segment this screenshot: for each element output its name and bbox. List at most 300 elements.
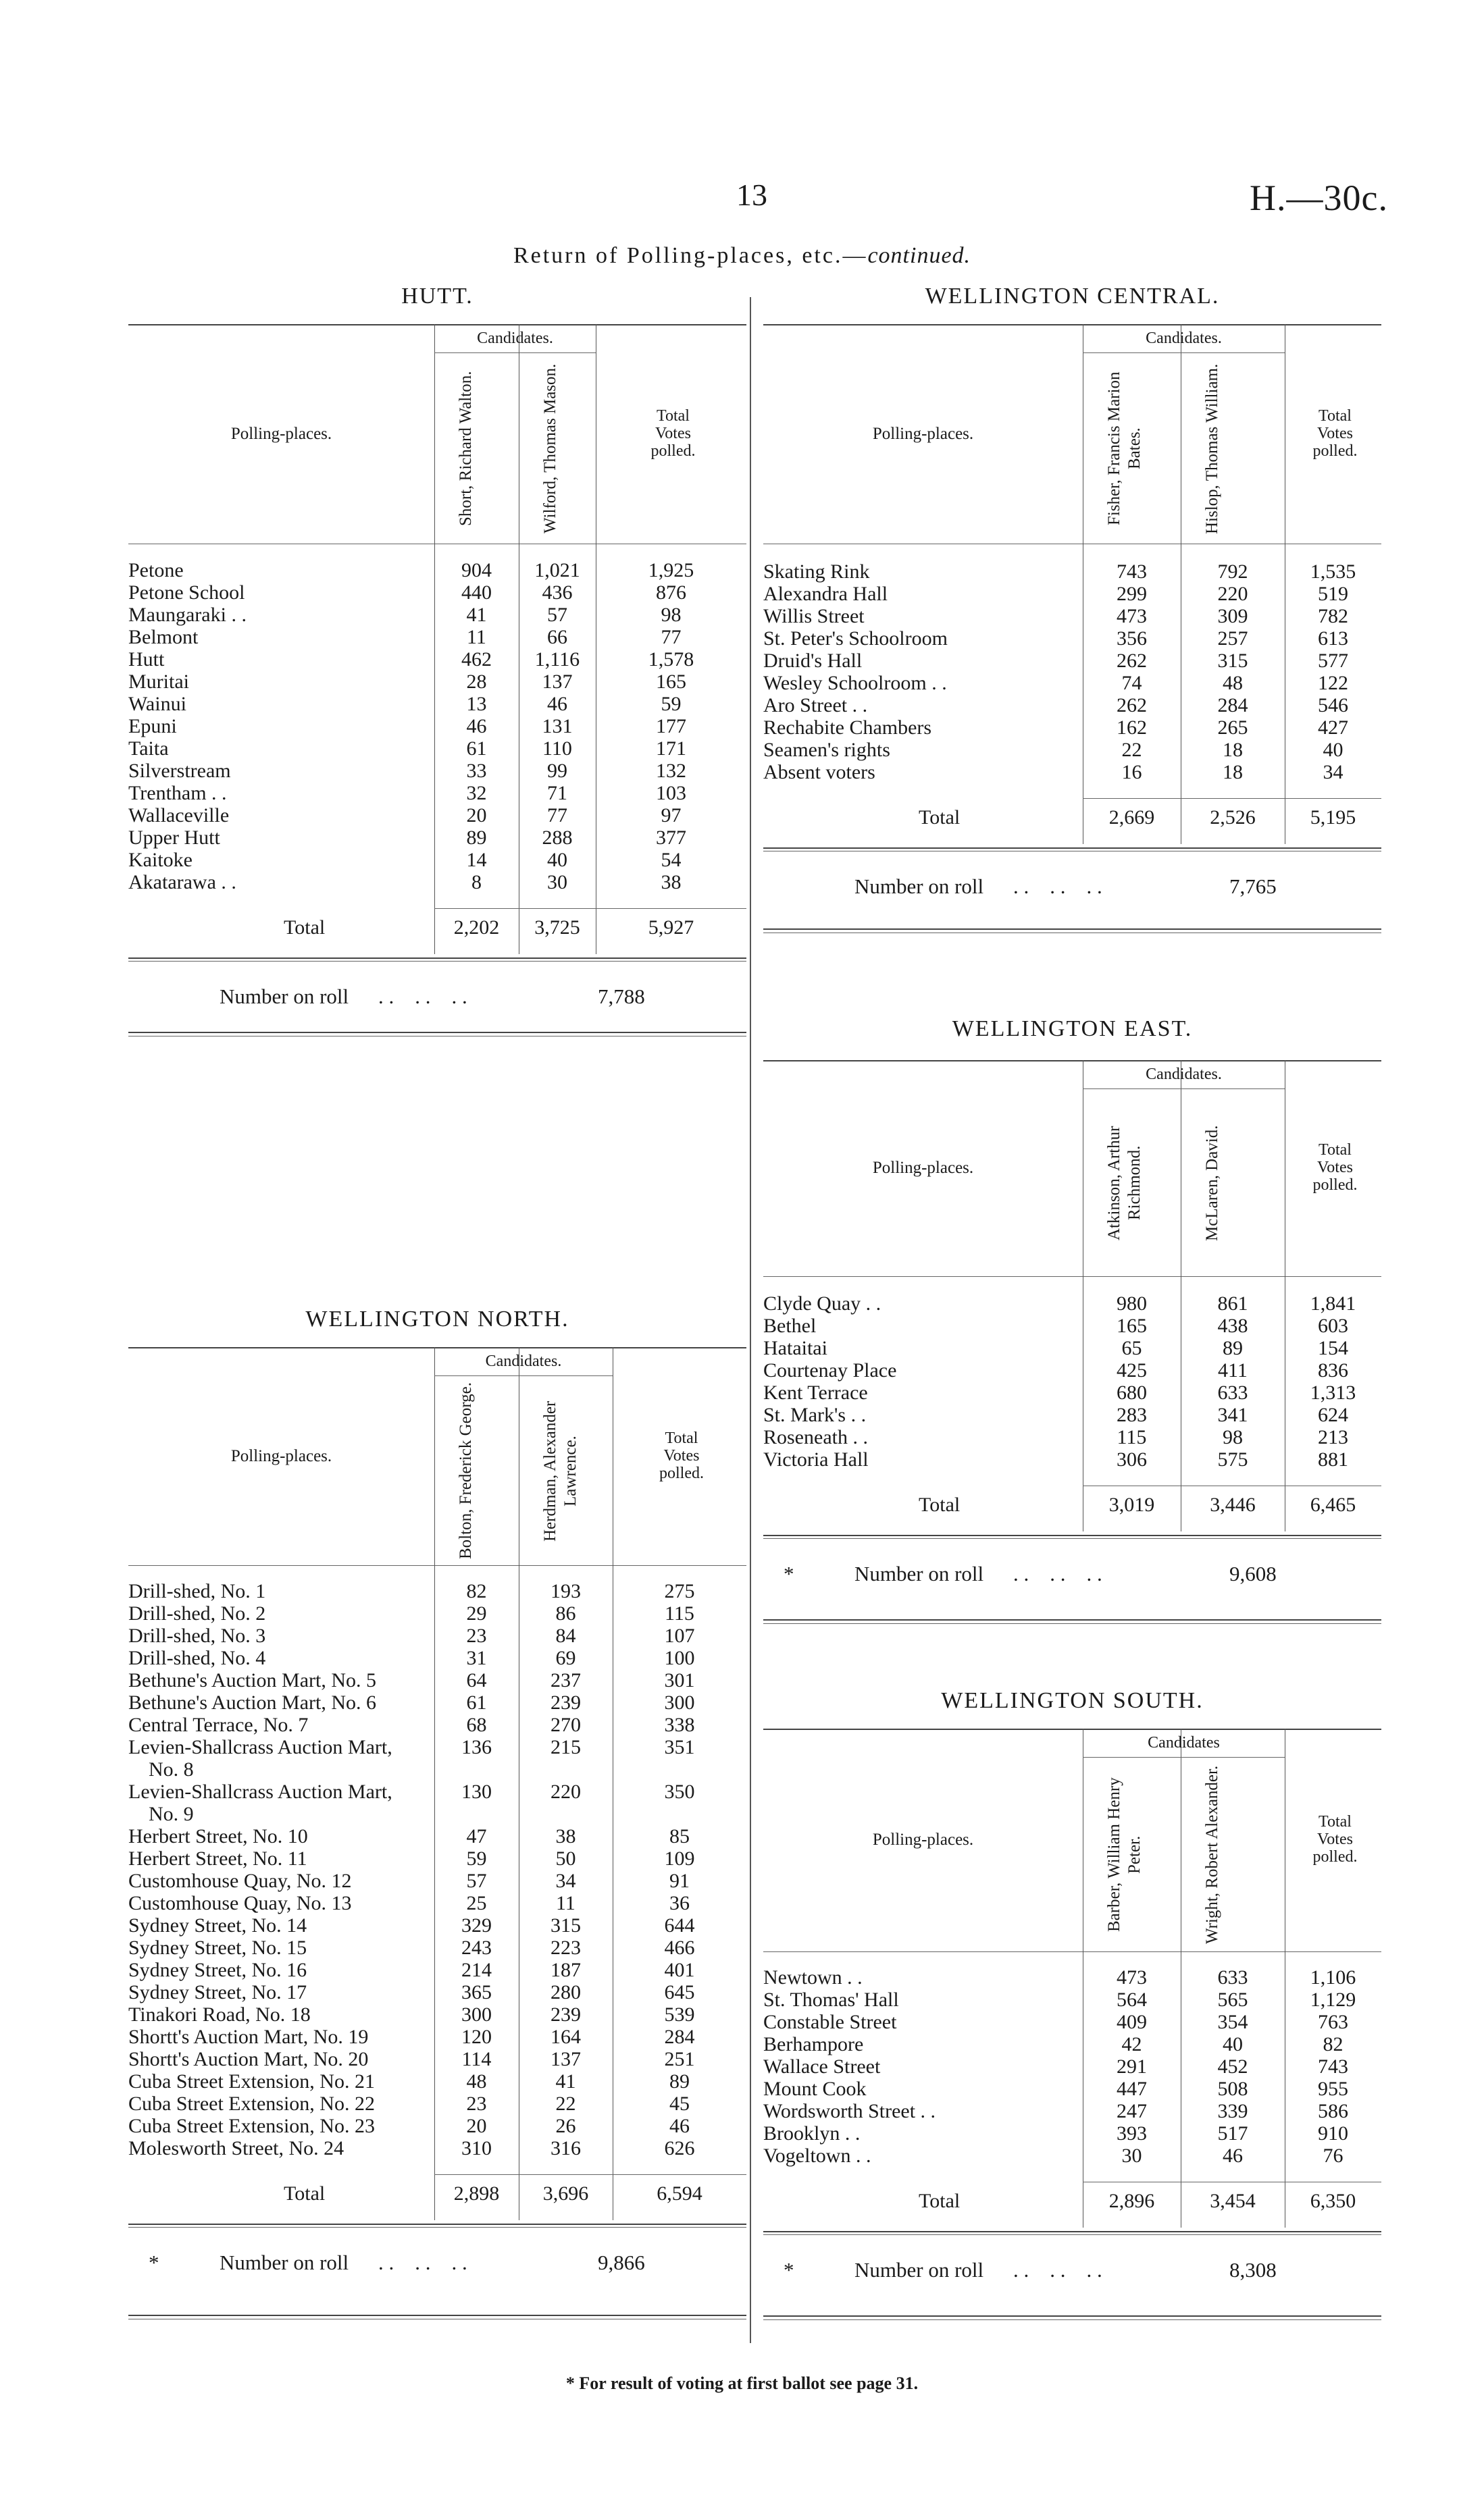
polling-place-name: Cuba Street Extension, No. 23 [128,2115,375,2137]
candidate-1-votes: 89 [466,826,487,849]
candidates-label: Candidates. [485,1353,562,1370]
heading-main: Return of Polling-places, etc.— [513,243,868,268]
table-row [128,648,746,671]
polling-place-name: Bethel [763,1315,817,1337]
total-votes: 624 [1318,1404,1348,1426]
total-votes: 763 [1318,2011,1348,2033]
total-votes: 881 [1318,1448,1348,1471]
total-votes: 98 [661,604,682,626]
candidate-2-votes: 34 [555,1870,576,1892]
table-row [763,1426,1381,1448]
candidate-1-votes: 462 [461,648,492,671]
candidate-2-votes: 164 [551,2026,581,2048]
table-row [128,693,746,715]
table-row [128,1691,746,1714]
section-bottom-rule-2 [763,1623,1381,1624]
total-double-rule-2 [763,2234,1381,2235]
candidate-2-votes: 77 [547,804,567,826]
total-votes-label-line: Votes [655,424,691,442]
header-bottom-rule [128,1565,746,1566]
total-votes-label-line: Votes [1317,1831,1353,1848]
total-row [128,916,746,939]
candidate-2-votes: 71 [547,782,567,804]
total-votes-label [1290,407,1380,460]
polling-place-name: Sydney Street, No. 16 [128,1959,307,1981]
total-votes: 154 [1318,1337,1348,1359]
total-label: Total [919,2190,961,2212]
candidate-2-votes: 48 [1223,672,1243,694]
polling-place-name: Customhouse Quay, No. 12 [128,1870,352,1892]
total-votes: 466 [664,1937,695,1959]
total-label: Total [284,916,326,939]
table-row [128,1825,746,1847]
table-row [128,2003,746,2026]
total-candidate-2: 2,526 [1210,806,1256,829]
section-title: WELLINGTON EAST. [952,1016,1193,1041]
total-votes-label-line: Votes [1317,1159,1353,1176]
total-double-rule [763,2231,1381,2232]
total-votes: 338 [664,1714,695,1736]
table-row [763,583,1381,605]
heading-italic: continued. [867,243,971,268]
polling-place-name: Rechabite Chambers [763,716,932,739]
candidate-2-votes: 223 [551,1937,581,1959]
polling-place-name: Kent Terrace [763,1382,868,1404]
candidate-2-votes: 84 [555,1625,576,1647]
page-heading [0,243,1484,269]
total-all: 6,350 [1310,2190,1356,2212]
candidate-1-votes: 365 [461,1981,492,2003]
total-double-rule [763,847,1381,849]
polling-place-name: Kaitoke [128,849,193,871]
total-votes: 427 [1318,716,1348,739]
polling-place-name: Upper Hutt [128,826,220,849]
total-votes: 171 [656,737,686,760]
section-bottom-rule [128,2315,746,2316]
total-votes: 645 [664,1981,695,2003]
candidate-1-name: Barber, William Henry Peter. [1105,1777,1144,1933]
candidate-2-votes: 193 [551,1580,581,1602]
table-row [128,715,746,737]
total-row [763,2190,1381,2212]
candidate-2-votes: 861 [1217,1292,1248,1315]
table-row [128,737,746,760]
candidate-2-votes: 57 [547,604,567,626]
roll-footnote-star: * [149,2251,159,2274]
polling-place-name: St. Peter's Schoolroom [763,627,948,650]
candidates-rule [1083,1757,1285,1758]
candidate-1-votes: 114 [461,2048,492,2070]
total-votes: 77 [661,626,682,648]
polling-place-name: Taita [128,737,169,760]
section-title: HUTT. [401,284,474,309]
candidate-1-votes: 310 [461,2137,492,2159]
roll-footnote-star: * [784,1562,794,1585]
data-col-rule [434,544,435,954]
candidate-2-votes: 284 [1217,694,1248,716]
total-label: Total [919,1494,961,1516]
candidate-1-votes: 409 [1117,2011,1147,2033]
polling-place-name: Roseneath . . [763,1426,868,1448]
candidate-2-votes: 41 [555,2070,576,2093]
total-votes: 539 [664,2003,695,2026]
total-votes: 351 [664,1736,695,1758]
candidate-2-votes: 86 [555,1602,576,1625]
section-bottom-rule [763,2315,1381,2317]
table-row [128,1580,746,1602]
total-rule [434,2174,746,2175]
polling-place-name: Wallace Street [763,2055,881,2078]
candidate-1-votes: 564 [1117,1989,1147,2011]
candidate-2-votes: 315 [1217,650,1248,672]
candidate-2-votes: 316 [551,2137,581,2159]
polling-place-name: St. Mark's . . [763,1404,867,1426]
polling-place-name: Victoria Hall [763,1448,869,1471]
candidate-1-votes: 291 [1117,2055,1147,2078]
table-row [763,1404,1381,1426]
total-votes: 876 [656,581,686,604]
total-label: Total [919,806,961,829]
candidate-2-votes: 309 [1217,605,1248,627]
total-votes: 91 [669,1870,690,1892]
candidate-2-votes: 26 [555,2115,576,2137]
polling-place-name: Hutt [128,648,165,671]
roll-dots: . . . . . . [1013,874,1102,898]
total-votes: 275 [664,1580,695,1602]
table-row [128,1937,746,1959]
table-row [128,2070,746,2093]
table-row [128,1781,746,1825]
table-row [128,1714,746,1736]
table-row [128,626,746,648]
roll-label: Number on roll [220,2251,349,2274]
candidate-1-votes: 13 [466,693,487,715]
polling-place-name: Levien-Shallcrass Auction Mart, [128,1781,392,1803]
total-votes-label [601,407,745,460]
roll-value: 9,866 [598,2251,645,2274]
roll-dots: . . . . . . [378,2251,467,2274]
polling-place-name: Shortt's Auction Mart, No. 19 [128,2026,369,2048]
total-votes-label-line: Votes [663,1446,700,1465]
candidate-2-votes: 288 [542,826,573,849]
table-row [128,826,746,849]
header-top-rule [128,324,746,325]
candidate-2-votes: 187 [551,1959,581,1981]
polling-place-name: Berhampore [763,2033,864,2055]
candidate-2-votes: 131 [542,715,573,737]
total-votes: 626 [664,2137,695,2159]
polling-place-name: Constable Street [763,2011,897,2033]
total-votes: 1,313 [1310,1382,1356,1404]
polling-place-name: Courtenay Place [763,1359,897,1382]
polling-place-name: Drill-shed, No. 4 [128,1647,266,1669]
polling-place-name: Bethune's Auction Mart, No. 5 [128,1669,377,1691]
candidate-2-name: Wright, Robert Alexander. [1203,1765,1221,1945]
candidate-2-votes: 220 [1217,583,1248,605]
polling-place-name: Shortt's Auction Mart, No. 20 [128,2048,369,2070]
candidate-1-votes: 41 [466,604,487,626]
table-row [128,2115,746,2137]
candidate-1-votes: 130 [461,1781,492,1803]
total-candidate-1: 2,669 [1108,806,1155,829]
header-top-rule [128,1347,746,1348]
total-votes: 40 [1323,739,1344,761]
candidate-2-votes: 265 [1217,716,1248,739]
total-votes: 910 [1318,2122,1348,2145]
total-votes: 103 [656,782,686,804]
total-votes: 100 [664,1647,695,1669]
total-votes: 1,106 [1310,1966,1356,1989]
candidate-1-votes: 115 [1117,1426,1147,1448]
section-bottom-rule [763,1619,1381,1621]
candidate-1-votes: 262 [1117,650,1147,672]
candidate-2-votes: 633 [1217,1382,1248,1404]
table-row [128,2093,746,2115]
polling-place-name: Silverstream [128,760,231,782]
table-row [763,1292,1381,1315]
polling-place-name: Cuba Street Extension, No. 21 [128,2070,375,2093]
polling-place-name: Druid's Hall [763,650,863,672]
candidate-2-votes: 46 [547,693,567,715]
candidate-1-votes: 214 [461,1959,492,1981]
total-votes: 251 [664,2048,695,2070]
table-row [128,1602,746,1625]
polling-places-label: Polling-places. [872,424,974,443]
candidate-2-votes: 575 [1217,1448,1248,1471]
total-votes: 955 [1318,2078,1348,2100]
candidate-2-votes: 1,116 [534,648,580,671]
table-row [763,2033,1381,2055]
total-votes-label-line: Votes [1317,424,1353,442]
polling-places-label: Polling-places. [872,1831,974,1849]
polling-place-name: Newtown . . [763,1966,863,1989]
total-candidate-1: 3,019 [1108,1494,1155,1516]
roll-value: 7,765 [1229,874,1277,898]
polling-place-name: Clyde Quay . . [763,1292,881,1315]
candidate-1-votes: 473 [1117,605,1147,627]
total-votes: 1,129 [1310,1989,1356,2011]
total-label: Total [284,2182,326,2205]
total-row [763,806,1381,829]
table-row [128,1736,746,1781]
candidate-1-votes: 23 [466,1625,487,1647]
total-candidate-1: 2,896 [1108,2190,1155,2212]
table-row [128,1625,746,1647]
total-votes: 782 [1318,605,1348,627]
candidate-1-votes: 30 [1121,2145,1142,2167]
total-votes: 613 [1318,627,1348,650]
candidate-2-votes: 66 [547,626,567,648]
candidate-2-votes: 237 [551,1669,581,1691]
candidate-1-votes: 22 [1121,739,1142,761]
total-candidate-2: 3,454 [1210,2190,1256,2212]
polling-place-name: Wallaceville [128,804,230,826]
candidate-1-votes: 447 [1117,2078,1147,2100]
total-all: 6,594 [657,2182,702,2205]
total-votes: 377 [656,826,686,849]
table-row [763,739,1381,761]
candidate-1-votes: 425 [1117,1359,1147,1382]
polling-place-name: Herbert Street, No. 11 [128,1847,307,1870]
polling-place-name: Akatarawa . . [128,871,236,893]
total-votes: 1,535 [1310,560,1356,583]
header-top-rule [763,324,1381,325]
total-votes-label-line: Total [657,406,690,425]
candidate-1-votes: 42 [1121,2033,1142,2055]
total-row [763,1494,1381,1516]
candidate-2-name: Hislop, Thomas William. [1203,363,1221,534]
total-candidate-2: 3,696 [542,2182,589,2205]
section-title: WELLINGTON CENTRAL. [925,284,1220,309]
polling-place-name: Alexandra Hall [763,583,888,605]
candidate-1-name: Bolton, Frederick George. [457,1382,475,1560]
candidates-rule [1083,1088,1285,1089]
candidate-2-votes: 30 [547,871,567,893]
total-votes: 644 [664,1914,695,1937]
polling-place-name: St. Thomas' Hall [763,1989,899,2011]
polling-place-name: Muritai [128,671,189,693]
candidate-1-votes: 61 [466,737,487,760]
candidate-2-votes: 633 [1217,1966,1248,1989]
candidate-2-votes: 270 [551,1714,581,1736]
table-row [128,1959,746,1981]
candidate-1-votes: 980 [1117,1292,1147,1315]
candidate-2-votes: 1,021 [534,559,580,581]
candidate-1-votes: 31 [466,1647,487,1669]
total-votes: 54 [661,849,682,871]
total-votes: 85 [669,1825,690,1847]
polling-place-name: Petone School [128,581,245,604]
total-votes: 45 [669,2093,690,2115]
footnote: * For result of voting at first ballot see page 31. [565,2373,919,2393]
total-votes: 82 [1323,2033,1344,2055]
total-votes-label-line: Total [1319,406,1352,425]
candidate-1-votes: 473 [1117,1966,1147,1989]
total-votes: 38 [661,871,682,893]
candidate-2-votes: 438 [1217,1315,1248,1337]
roll-dots: . . . . . . [378,985,467,1008]
candidate-1-votes: 61 [466,1691,487,1714]
roll-label: Number on roll [854,2258,984,2282]
polling-place-name: Molesworth Street, No. 24 [128,2137,344,2159]
header-top-rule [763,1060,1381,1061]
candidate-2-name: McLaren, David. [1203,1125,1221,1241]
total-double-rule-2 [128,961,746,962]
candidate-1-votes: 162 [1117,716,1147,739]
table-row [763,1315,1381,1337]
polling-places-label: Polling-places. [230,1446,332,1465]
total-votes-label-line: polled. [1312,1848,1358,1866]
candidate-1-votes: 28 [466,671,487,693]
candidate-1-votes: 393 [1117,2122,1147,2145]
total-votes: 46 [669,2115,690,2137]
candidate-1-votes: 743 [1117,560,1147,583]
polling-place-name: Absent voters [763,761,875,783]
total-votes: 97 [661,804,682,826]
total-votes: 213 [1318,1426,1348,1448]
table-row [128,1669,746,1691]
total-votes: 1,578 [648,648,694,671]
polling-place-name: Customhouse Quay, No. 13 [128,1892,352,1914]
table-row [763,2011,1381,2033]
total-votes: 109 [664,1847,695,1870]
roll-label: Number on roll [854,1562,984,1585]
candidates-rule [434,352,596,353]
table-row [763,761,1381,783]
table-row [128,604,746,626]
polling-place-name: Skating Rink [763,560,870,583]
total-candidate-2: 3,446 [1210,1494,1256,1516]
candidate-2-votes: 50 [555,1847,576,1870]
total-all: 6,465 [1310,1494,1356,1516]
section-title: WELLINGTON SOUTH. [941,1688,1204,1713]
table-row [763,2145,1381,2167]
candidate-1-votes: 120 [461,2026,492,2048]
header-top-rule [763,1729,1381,1730]
candidate-2-votes: 436 [542,581,573,604]
table-row [763,716,1381,739]
polling-place-name: Drill-shed, No. 1 [128,1580,266,1602]
page-number: 13 [736,178,767,212]
polling-place-name: Aro Street . . [763,694,868,716]
candidate-1-votes: 20 [466,804,487,826]
total-votes-label-line: Total [1319,1813,1352,1831]
total-votes-label [1290,1141,1380,1194]
table-row [763,1382,1381,1404]
total-double-rule [763,1535,1381,1536]
table-row [763,2122,1381,2145]
candidate-2-votes: 99 [547,760,567,782]
total-votes: 59 [661,693,682,715]
candidate-1-votes: 23 [466,2093,487,2115]
candidate-2-votes: 22 [555,2093,576,2115]
table-row [128,1892,746,1914]
candidate-1-votes: 680 [1117,1382,1147,1404]
candidate-1-votes: 20 [466,2115,487,2137]
candidate-2-votes: 220 [551,1781,581,1803]
candidate-2-votes: 339 [1217,2100,1248,2122]
polling-place-name: Wesley Schoolroom . . [763,672,947,694]
total-candidate-2: 3,725 [534,916,580,939]
candidate-1-votes: 262 [1117,694,1147,716]
total-row [128,2182,746,2205]
candidate-2-votes: 341 [1217,1404,1248,1426]
candidate-2-votes: 239 [551,1691,581,1714]
roll-footnote-star: * [784,2258,794,2282]
total-votes-label [618,1429,745,1482]
candidate-2-votes: 354 [1217,2011,1248,2033]
polling-place-name: Hataitai [763,1337,827,1359]
total-votes: 546 [1318,694,1348,716]
polling-place-name: Drill-shed, No. 3 [128,1625,266,1647]
polling-place-name: Cuba Street Extension, No. 22 [128,2093,375,2115]
candidate-2-votes: 137 [542,671,573,693]
candidate-2-votes: 508 [1217,2078,1248,2100]
polling-place-name: Wainui [128,693,186,715]
candidate-2-votes: 46 [1223,2145,1243,2167]
table-row [128,1870,746,1892]
candidate-1-votes: 300 [461,2003,492,2026]
candidate-1-votes: 46 [466,715,487,737]
table-row [128,1847,746,1870]
polling-place-name: Sydney Street, No. 14 [128,1914,307,1937]
section-bottom-rule [763,928,1381,930]
table-row [128,1981,746,2003]
total-rule [1083,798,1381,799]
candidate-1-votes: 904 [461,559,492,581]
polling-place-name: Petone [128,559,184,581]
section-bottom-rule [128,1032,746,1033]
